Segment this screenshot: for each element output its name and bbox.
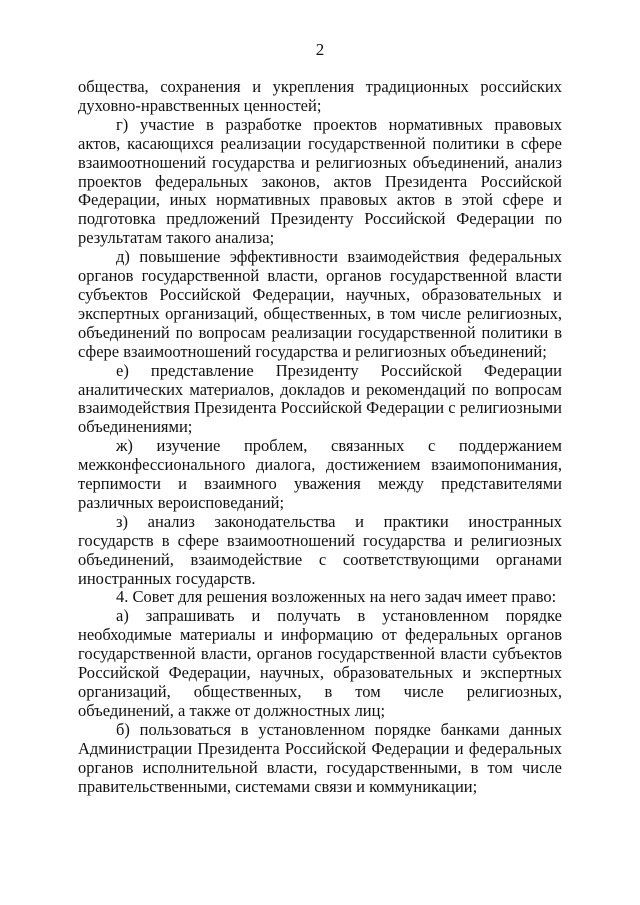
paragraph-section-4: 4. Совет для решения возложенных на него задач имеет право: — [116, 587, 557, 607]
paragraph-item-z: з) анализ законодательства и практики иностранных государств в сфере взаимоотношений государства и религиозных объединений, взаимодействие с соответствующими органами иностранных государств. — [78, 511, 562, 588]
paragraph-continuation: общества, сохранения и укрепления традиционных российских духовно-нравственных ценностей; — [78, 77, 562, 115]
page-number: 2 — [315, 40, 325, 59]
document-body — [78, 78, 562, 796]
paragraph-item-e: е) представление Президенту Российской Федерации аналитических материалов, докладов и рекомендаций по вопросам взаимодействия Президента Российской Федерации с религиозными объединениями; — [78, 360, 562, 437]
paragraph-item-a: а) запрашивать и получать в установленном порядке необходимые материалы и информацию от федеральных органов государственной власти, органов государственной власти субъектов Российской Федерации, научных, образовательных и экспертных организаций, общественных, в том числе религиозных, объединений, а также от должностных лиц; — [78, 606, 562, 720]
paragraph-item-zh: ж) изучение проблем, связанных с поддержанием межконфессионального диалога, достижением взаимопонимания, терпимости и взаимного уважения между представителями различных вероисповеданий; — [78, 436, 562, 512]
paragraph-item-g: г) участие в разработке проектов нормативных правовых актов, касающихся реализации государственной политики в сфере взаимоотношений государства и религиозных объединений, анализ проектов федеральных законов, актов Президента Российской Федерации, иных нормативных правовых актов в этой сфере и подготовка предложений Президенту Российской Федерации по результатам такого анализа; — [78, 114, 562, 248]
paragraph-item-b: б) пользоваться в установленном порядке банками данных Администрации Президента Российской Федерации и федеральных органов исполнительной власти, государственными, в том числе правительственными, системами связи и коммуникации; — [78, 719, 562, 796]
paragraph-item-d: д) повышение эффективности взаимодействия федеральных органов государственной власти, органов государственной власти субъектов Российской Федерации, научных, образовательных и экспертных организаций, общественных, в том числе религиозных, объединений по вопросам реализации государственной политики в сфере взаимоотношений государства и религиозных объединений; — [78, 247, 562, 361]
